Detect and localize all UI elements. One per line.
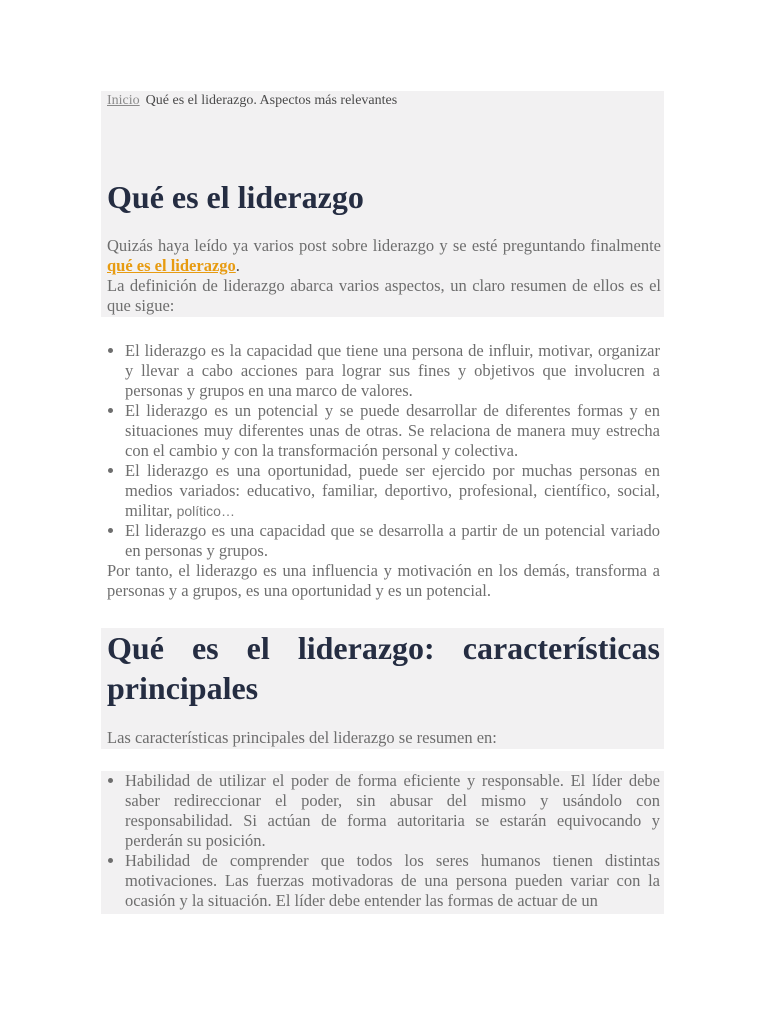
characteristics-header-section (101, 628, 664, 749)
breadcrumb-current: Qué es el liderazgo. Aspectos más relevantes (145, 93, 398, 108)
list-item: • El liderazgo es un potencial y se puede desarrollar de diferentes formas y en situaciones muy diferentes unas de otras. Se relaciona de manera muy estrecha con el cambio y con la transformación personal y colectiva. (125, 401, 664, 461)
header-section (101, 91, 664, 317)
conclusion-paragraph: Por tanto, el liderazgo es una influencia y motivación en los demás, transforma a personas y a grupos, es una oportunidad y es un potencial. (107, 561, 660, 600)
definition-list (101, 341, 664, 561)
section-heading (101, 628, 664, 708)
characteristics-list (101, 771, 664, 911)
definition-text: La definición de liderazgo abarca varios aspectos, un claro resumen de ellos es el que sigue: (107, 276, 661, 315)
intro-text: Quizás haya leído ya varios post sobre liderazgo y se esté preguntando finalmente (107, 236, 661, 255)
section-heading-line2: principales (107, 670, 259, 706)
heading-word: es (191, 630, 219, 666)
intro-period: . (235, 256, 240, 275)
breadcrumb-home-link[interactable]: Inicio (107, 93, 140, 108)
page-title: Qué es el liderazgo (107, 179, 364, 215)
list-item: • Habilidad de comprender que todos los seres humanos tienen distintas motivaciones. Las fuerzas motivadoras de una persona pueden variar con la ocasión y la situación. El líder debe entender las formas de actuar de un (125, 851, 664, 911)
list-item: • El liderazgo es la capacidad que tiene una persona de influir, motivar, organizar y llevar a cabo acciones para lograr sus fines y objetivos que involucren a personas y grupos en una marco de valores. (125, 341, 664, 401)
definition-list-section (101, 341, 664, 605)
list-item-tail: político… (176, 503, 235, 519)
section-heading-line1 (107, 628, 660, 668)
heading-word: liderazgo: (297, 630, 435, 666)
intro-link[interactable]: qué es el liderazgo (107, 256, 236, 275)
list-item: • El liderazgo es una capacidad que se desarrolla a partir de un potencial variado en personas y grupos. (125, 521, 664, 561)
list-item-text: El liderazgo es una oportunidad, puede ser ejercido por muchas personas en medios variados: educativo, familiar, deportivo, profesional, científico, social, militar, (125, 461, 660, 520)
intro-paragraph (107, 236, 661, 316)
list-item: • Habilidad de utilizar el poder de forma eficiente y responsable. El líder debe saber redireccionar el poder, sin abusar del mismo y usándolo con responsabilidad. Si actúan de forma autoritaria se estarán equivocando y perderán su posición. (125, 771, 664, 851)
heading-word: características (462, 630, 660, 666)
heading-word: Qué (107, 630, 164, 666)
characteristics-intro: Las características principales del liderazgo se resumen en: (107, 728, 497, 747)
characteristics-list-section (101, 771, 664, 914)
list-item (125, 461, 664, 521)
breadcrumb (101, 91, 664, 109)
heading-word: el (246, 630, 270, 666)
